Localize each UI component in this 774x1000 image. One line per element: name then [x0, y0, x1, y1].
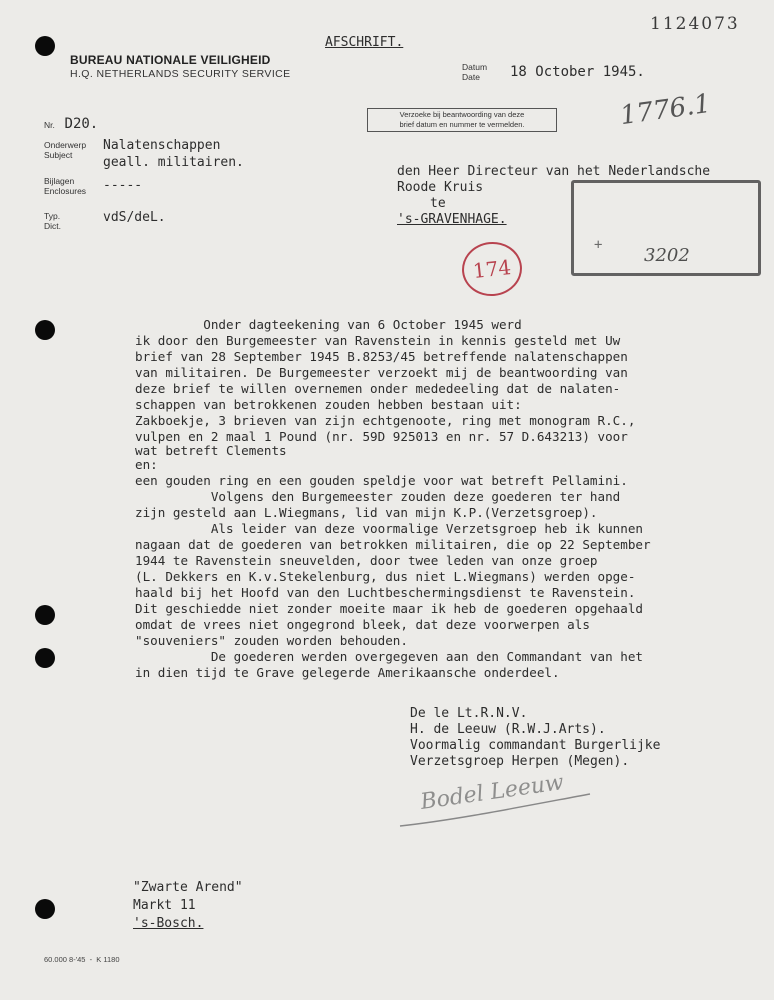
body-line: een gouden ring en een gouden speldje voor wat betreft Pellamini.: [135, 473, 628, 488]
reply-note-line1: Verzoeke bij beantwoording van deze: [399, 110, 525, 119]
body-line: deze brief te willen overnemen onder mededeeling dat de nalaten-: [135, 381, 621, 396]
sender-line2: Markt 11: [133, 898, 196, 913]
enclosures-label-en: Enclosures: [44, 186, 87, 196]
body-line: Onder dagteekening van 6 October 1945 werd: [135, 317, 522, 332]
body-line: in dien tijd te Grave gelegerde Amerikaansche onderdeel.: [135, 665, 560, 680]
print-code: 60.000 8-'45 - K 1180: [44, 955, 120, 964]
punch-hole-1: [35, 36, 55, 56]
body-line: wat betreft Clements: [135, 443, 287, 458]
enclosures-label-nl: Bijlagen: [44, 176, 75, 186]
body-line: en:: [135, 457, 158, 472]
signature-line2: H. de Leeuw (R.W.J.Arts).: [410, 722, 606, 737]
date-label-en: Date: [462, 72, 480, 82]
date-label-nl: Datum: [462, 62, 488, 72]
subject-line1: Nalatenschappen: [103, 138, 221, 153]
body-line: Als leider van deze voormalige Verzetsgroep heb ik kunnen: [135, 521, 643, 536]
body-line: De goederen werden overgegeven aan den Commandant van het: [135, 649, 643, 664]
letter-body: [135, 318, 774, 678]
org-name-nl: BUREAU NATIONALE VEILIGHEID: [70, 53, 271, 67]
stamp-cross: +: [594, 237, 603, 253]
nr-value: D20.: [64, 116, 99, 132]
body-line: schappen van betrokkenen zouden hebben bestaan uit:: [135, 397, 522, 412]
body-line: vulpen en 2 maal 1 Pound (nr. 59D 925013 en nr. 57 D.643213) voor: [135, 429, 628, 444]
body-line: Volgens den Burgemeester zouden deze goederen ter hand: [135, 489, 621, 504]
punch-hole-3: [35, 605, 55, 625]
addressee-line3: te: [430, 196, 446, 211]
body-line: zijn gesteld aan L.Wiegmans, lid van mijn K.P.(Verzetsgroep).: [135, 505, 598, 520]
subject-line2: geall. militairen.: [103, 155, 244, 170]
reply-note-box: [367, 108, 557, 132]
subject-label-en: Subject: [44, 150, 73, 160]
reply-note-line2: brief datum en nummer te vermelden.: [399, 120, 525, 129]
typist-label: [44, 211, 61, 231]
punch-hole-2: [35, 320, 55, 340]
org-name-en: H.Q. NETHERLANDS SECURITY SERVICE: [70, 68, 291, 80]
registry-stamp: [571, 180, 761, 276]
circled-number-value: 174: [471, 255, 513, 283]
handwritten-ref: 1776.1: [618, 88, 713, 132]
body-line: omdat de vrees niet ongegrond bleek, dat deze voorwerpen als: [135, 617, 590, 632]
signature-line1: De le Lt.R.N.V.: [410, 706, 528, 721]
archive-number: 1124073: [650, 14, 740, 34]
body-line: "souveniers" zouden worden behouden.: [135, 633, 408, 648]
signature-stroke: [395, 790, 595, 830]
enclosures-value: -----: [103, 178, 143, 193]
sender-line3: 's-Bosch.: [133, 916, 204, 931]
addressee-line2: Roode Kruis: [397, 180, 484, 195]
body-line: ik door den Burgemeester van Ravenstein in kennis gesteld met Uw: [135, 333, 621, 348]
nr-field: [44, 113, 98, 132]
nr-label: Nr.: [44, 120, 55, 130]
date-label: [462, 62, 487, 82]
body-line: Dit geschiedde niet zonder moeite maar ik heb de goederen opgehaald: [135, 601, 643, 616]
subject-label: [44, 140, 86, 160]
body-line: van militairen. De Burgemeester verzoekt mij de beantwoording van: [135, 365, 628, 380]
typist-value: vdS/deL.: [103, 210, 166, 225]
signature-line3: Voormalig commandant Burgerlijke: [410, 738, 661, 753]
body-line: 1944 te Ravenstein sneuvelden, door twee leden van onze groep: [135, 553, 598, 568]
punch-hole-4: [35, 648, 55, 668]
copy-mark: AFSCHRIFT.: [325, 35, 404, 50]
subject-label-nl: Onderwerp: [44, 140, 87, 150]
stamp-number: 3202: [644, 245, 690, 266]
enclosures-label: [44, 176, 86, 196]
addressee-line1: den Heer Directeur van het Nederlandsche: [397, 164, 711, 179]
typist-label-nl: Typ.: [44, 211, 61, 221]
body-line: Zakboekje, 3 brieven van zijn echtgenoote, ring met monogram R.C.,: [135, 413, 636, 428]
circled-number: [459, 239, 524, 299]
body-line: nagaan dat de goederen van betrokken militairen, die op 22 September: [135, 537, 651, 552]
handwritten-signature: Bodel Leeuw: [418, 770, 566, 815]
signature-line4: Verzetsgroep Herpen (Megen).: [410, 754, 630, 769]
body-line: (L. Dekkers en K.v.Stekelenburg, dus niet L.Wiegmans) werden opge-: [135, 569, 636, 584]
sender-line1: "Zwarte Arend": [133, 880, 243, 895]
punch-hole-5: [35, 899, 55, 919]
date-value: 18 October 1945.: [510, 64, 645, 80]
body-line: brief van 28 September 1945 B.8253/45 betreffende nalatenschappen: [135, 349, 628, 364]
body-line: haald bij het Hoofd van den Luchtbeschermingsdienst te Ravenstein.: [135, 585, 636, 600]
addressee-line4: 's-GRAVENHAGE.: [397, 212, 507, 227]
typist-label-en: Dict.: [44, 221, 61, 231]
